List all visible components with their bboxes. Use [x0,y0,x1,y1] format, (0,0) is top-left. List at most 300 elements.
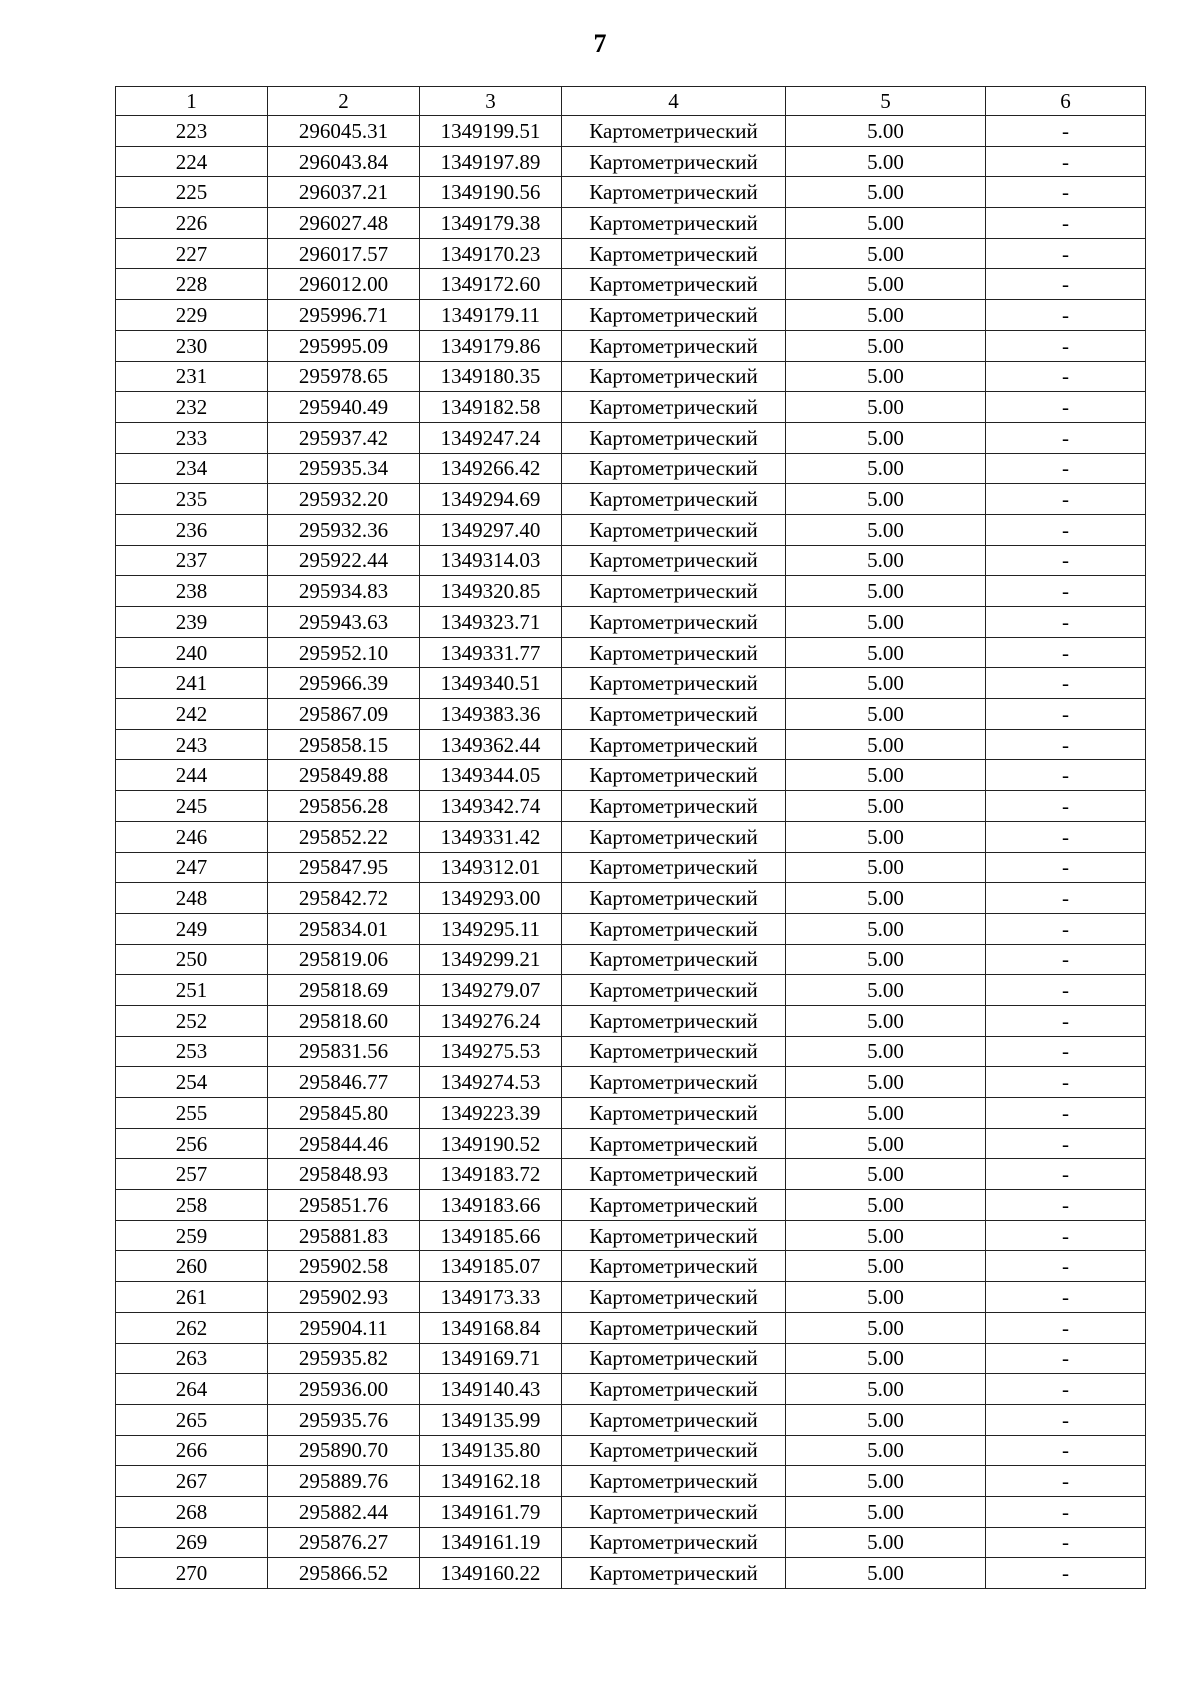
accuracy-cell: 5.00 [786,238,986,269]
y-coordinate-cell: 1349293.00 [420,883,562,914]
accuracy-cell: 5.00 [786,1190,986,1221]
point-number-cell: 231 [116,361,268,392]
point-number-cell: 230 [116,330,268,361]
x-coordinate-cell: 295866.52 [268,1558,420,1589]
note-cell: - [986,668,1146,699]
method-cell: Картометрический [562,1067,786,1098]
accuracy-cell: 5.00 [786,1159,986,1190]
y-coordinate-cell: 1349223.39 [420,1098,562,1129]
method-cell: Картометрический [562,177,786,208]
point-number-cell: 263 [116,1343,268,1374]
table-row [116,975,1146,1006]
accuracy-cell: 5.00 [786,1527,986,1558]
accuracy-cell: 5.00 [786,453,986,484]
y-coordinate-cell: 1349294.69 [420,484,562,515]
column-header: 3 [420,87,562,116]
x-coordinate-cell: 295940.49 [268,392,420,423]
table-row [116,852,1146,883]
method-cell: Картометрический [562,883,786,914]
note-cell: - [986,269,1146,300]
x-coordinate-cell: 295882.44 [268,1496,420,1527]
table-row [116,545,1146,576]
y-coordinate-cell: 1349323.71 [420,607,562,638]
point-number-cell: 258 [116,1190,268,1221]
table-row [116,1496,1146,1527]
y-coordinate-cell: 1349266.42 [420,453,562,484]
x-coordinate-cell: 295932.36 [268,514,420,545]
x-coordinate-cell: 295935.76 [268,1404,420,1435]
accuracy-cell: 5.00 [786,1220,986,1251]
table-row [116,821,1146,852]
accuracy-cell: 5.00 [786,913,986,944]
table-row [116,699,1146,730]
x-coordinate-cell: 295818.69 [268,975,420,1006]
method-cell: Картометрический [562,852,786,883]
x-coordinate-cell: 296037.21 [268,177,420,208]
point-number-cell: 252 [116,1005,268,1036]
x-coordinate-cell: 295867.09 [268,699,420,730]
coordinates-table [115,86,1146,1589]
method-cell: Картометрический [562,545,786,576]
accuracy-cell: 5.00 [786,1005,986,1036]
x-coordinate-cell: 296017.57 [268,238,420,269]
point-number-cell: 237 [116,545,268,576]
point-number-cell: 245 [116,791,268,822]
accuracy-cell: 5.00 [786,699,986,730]
table-row [116,1558,1146,1589]
point-number-cell: 266 [116,1435,268,1466]
point-number-cell: 226 [116,208,268,239]
y-coordinate-cell: 1349247.24 [420,422,562,453]
accuracy-cell: 5.00 [786,484,986,515]
method-cell: Картометрический [562,422,786,453]
point-number-cell: 261 [116,1282,268,1313]
y-coordinate-cell: 1349312.01 [420,852,562,883]
y-coordinate-cell: 1349185.07 [420,1251,562,1282]
y-coordinate-cell: 1349182.58 [420,392,562,423]
method-cell: Картометрический [562,699,786,730]
table-row [116,116,1146,147]
note-cell: - [986,883,1146,914]
note-cell: - [986,1435,1146,1466]
method-cell: Картометрический [562,208,786,239]
note-cell: - [986,637,1146,668]
x-coordinate-cell: 295819.06 [268,944,420,975]
method-cell: Картометрический [562,269,786,300]
point-number-cell: 225 [116,177,268,208]
table-row [116,1251,1146,1282]
y-coordinate-cell: 1349135.80 [420,1435,562,1466]
x-coordinate-cell: 295995.09 [268,330,420,361]
point-number-cell: 249 [116,913,268,944]
column-header: 4 [562,87,786,116]
y-coordinate-cell: 1349183.72 [420,1159,562,1190]
method-cell: Картометрический [562,1005,786,1036]
y-coordinate-cell: 1349342.74 [420,791,562,822]
table-row [116,1404,1146,1435]
note-cell: - [986,913,1146,944]
table-row [116,1435,1146,1466]
table-row [116,484,1146,515]
accuracy-cell: 5.00 [786,1558,986,1589]
table-row [116,1005,1146,1036]
method-cell: Картометрический [562,453,786,484]
y-coordinate-cell: 1349276.24 [420,1005,562,1036]
table-row [116,607,1146,638]
method-cell: Картометрический [562,116,786,147]
x-coordinate-cell: 295848.93 [268,1159,420,1190]
accuracy-cell: 5.00 [786,1282,986,1313]
method-cell: Картометрический [562,760,786,791]
note-cell: - [986,1343,1146,1374]
y-coordinate-cell: 1349185.66 [420,1220,562,1251]
point-number-cell: 232 [116,392,268,423]
method-cell: Картометрический [562,1098,786,1129]
y-coordinate-cell: 1349199.51 [420,116,562,147]
y-coordinate-cell: 1349162.18 [420,1466,562,1497]
column-header: 6 [986,87,1146,116]
x-coordinate-cell: 295935.34 [268,453,420,484]
table-row [116,729,1146,760]
point-number-cell: 254 [116,1067,268,1098]
point-number-cell: 253 [116,1036,268,1067]
method-cell: Картометрический [562,392,786,423]
accuracy-cell: 5.00 [786,361,986,392]
accuracy-cell: 5.00 [786,729,986,760]
point-number-cell: 234 [116,453,268,484]
accuracy-cell: 5.00 [786,177,986,208]
table-header [116,87,1146,116]
table-row [116,944,1146,975]
table-row [116,300,1146,331]
y-coordinate-cell: 1349160.22 [420,1558,562,1589]
y-coordinate-cell: 1349168.84 [420,1312,562,1343]
note-cell: - [986,422,1146,453]
accuracy-cell: 5.00 [786,300,986,331]
accuracy-cell: 5.00 [786,330,986,361]
x-coordinate-cell: 295842.72 [268,883,420,914]
y-coordinate-cell: 1349275.53 [420,1036,562,1067]
x-coordinate-cell: 295849.88 [268,760,420,791]
x-coordinate-cell: 295834.01 [268,913,420,944]
point-number-cell: 267 [116,1466,268,1497]
note-cell: - [986,944,1146,975]
table-row [116,1220,1146,1251]
point-number-cell: 228 [116,269,268,300]
method-cell: Картометрический [562,1220,786,1251]
y-coordinate-cell: 1349170.23 [420,238,562,269]
method-cell: Картометрический [562,607,786,638]
note-cell: - [986,300,1146,331]
method-cell: Картометрический [562,791,786,822]
note-cell: - [986,852,1146,883]
table-row [116,146,1146,177]
point-number-cell: 251 [116,975,268,1006]
accuracy-cell: 5.00 [786,1435,986,1466]
note-cell: - [986,146,1146,177]
y-coordinate-cell: 1349161.19 [420,1527,562,1558]
x-coordinate-cell: 295935.82 [268,1343,420,1374]
table-row [116,760,1146,791]
point-number-cell: 235 [116,484,268,515]
method-cell: Картометрический [562,1190,786,1221]
table-row [116,637,1146,668]
note-cell: - [986,729,1146,760]
note-cell: - [986,238,1146,269]
accuracy-cell: 5.00 [786,576,986,607]
method-cell: Картометрический [562,1343,786,1374]
y-coordinate-cell: 1349179.38 [420,208,562,239]
note-cell: - [986,1282,1146,1313]
accuracy-cell: 5.00 [786,269,986,300]
y-coordinate-cell: 1349320.85 [420,576,562,607]
table-row [116,913,1146,944]
point-number-cell: 240 [116,637,268,668]
method-cell: Картометрический [562,913,786,944]
y-coordinate-cell: 1349331.42 [420,821,562,852]
point-number-cell: 241 [116,668,268,699]
point-number-cell: 227 [116,238,268,269]
point-number-cell: 233 [116,422,268,453]
point-number-cell: 236 [116,514,268,545]
accuracy-cell: 5.00 [786,1098,986,1129]
y-coordinate-cell: 1349179.11 [420,300,562,331]
note-cell: - [986,177,1146,208]
note-cell: - [986,514,1146,545]
accuracy-cell: 5.00 [786,1374,986,1405]
note-cell: - [986,576,1146,607]
note-cell: - [986,1036,1146,1067]
note-cell: - [986,392,1146,423]
x-coordinate-cell: 295934.83 [268,576,420,607]
note-cell: - [986,607,1146,638]
table-row [116,1312,1146,1343]
y-coordinate-cell: 1349173.33 [420,1282,562,1313]
table-row [116,791,1146,822]
method-cell: Картометрический [562,1374,786,1405]
point-number-cell: 247 [116,852,268,883]
table-row [116,392,1146,423]
table-row [116,1159,1146,1190]
point-number-cell: 229 [116,300,268,331]
method-cell: Картометрический [562,1404,786,1435]
x-coordinate-cell: 295936.00 [268,1374,420,1405]
method-cell: Картометрический [562,330,786,361]
table-row [116,576,1146,607]
note-cell: - [986,1496,1146,1527]
note-cell: - [986,1190,1146,1221]
method-cell: Картометрический [562,1312,786,1343]
table-row [116,269,1146,300]
accuracy-cell: 5.00 [786,1036,986,1067]
point-number-cell: 269 [116,1527,268,1558]
accuracy-cell: 5.00 [786,637,986,668]
point-number-cell: 250 [116,944,268,975]
method-cell: Картометрический [562,238,786,269]
x-coordinate-cell: 296012.00 [268,269,420,300]
method-cell: Картометрический [562,637,786,668]
accuracy-cell: 5.00 [786,1067,986,1098]
note-cell: - [986,821,1146,852]
method-cell: Картометрический [562,944,786,975]
table-row [116,1098,1146,1129]
point-number-cell: 248 [116,883,268,914]
accuracy-cell: 5.00 [786,116,986,147]
table-row [116,208,1146,239]
note-cell: - [986,1558,1146,1589]
method-cell: Картометрический [562,975,786,1006]
note-cell: - [986,453,1146,484]
page-number: 7 [593,29,607,58]
table-row [116,422,1146,453]
x-coordinate-cell: 295902.93 [268,1282,420,1313]
table-row [116,1128,1146,1159]
point-number-cell: 264 [116,1374,268,1405]
table-row [116,1466,1146,1497]
x-coordinate-cell: 296045.31 [268,116,420,147]
table-row [116,1282,1146,1313]
accuracy-cell: 5.00 [786,944,986,975]
accuracy-cell: 5.00 [786,208,986,239]
accuracy-cell: 5.00 [786,760,986,791]
note-cell: - [986,760,1146,791]
x-coordinate-cell: 295847.95 [268,852,420,883]
table-row [116,1190,1146,1221]
method-cell: Картометрический [562,1558,786,1589]
table-body [116,116,1146,1589]
x-coordinate-cell: 295966.39 [268,668,420,699]
note-cell: - [986,484,1146,515]
y-coordinate-cell: 1349140.43 [420,1374,562,1405]
note-cell: - [986,699,1146,730]
point-number-cell: 259 [116,1220,268,1251]
accuracy-cell: 5.00 [786,607,986,638]
table-row [116,1067,1146,1098]
y-coordinate-cell: 1349297.40 [420,514,562,545]
point-number-cell: 256 [116,1128,268,1159]
x-coordinate-cell: 295844.46 [268,1128,420,1159]
method-cell: Картометрический [562,514,786,545]
column-header: 2 [268,87,420,116]
x-coordinate-cell: 295852.22 [268,821,420,852]
accuracy-cell: 5.00 [786,1496,986,1527]
note-cell: - [986,330,1146,361]
y-coordinate-cell: 1349172.60 [420,269,562,300]
accuracy-cell: 5.00 [786,821,986,852]
table-row [116,177,1146,208]
method-cell: Картометрический [562,668,786,699]
accuracy-cell: 5.00 [786,1251,986,1282]
note-cell: - [986,116,1146,147]
x-coordinate-cell: 295978.65 [268,361,420,392]
point-number-cell: 270 [116,1558,268,1589]
point-number-cell: 243 [116,729,268,760]
y-coordinate-cell: 1349331.77 [420,637,562,668]
x-coordinate-cell: 295851.76 [268,1190,420,1221]
y-coordinate-cell: 1349135.99 [420,1404,562,1435]
x-coordinate-cell: 295943.63 [268,607,420,638]
table-row [116,238,1146,269]
x-coordinate-cell: 295952.10 [268,637,420,668]
y-coordinate-cell: 1349274.53 [420,1067,562,1098]
x-coordinate-cell: 295890.70 [268,1435,420,1466]
accuracy-cell: 5.00 [786,1404,986,1435]
y-coordinate-cell: 1349383.36 [420,699,562,730]
table-row [116,361,1146,392]
method-cell: Картометрический [562,729,786,760]
accuracy-cell: 5.00 [786,545,986,576]
method-cell: Картометрический [562,576,786,607]
note-cell: - [986,1312,1146,1343]
note-cell: - [986,1466,1146,1497]
method-cell: Картометрический [562,1435,786,1466]
point-number-cell: 260 [116,1251,268,1282]
accuracy-cell: 5.00 [786,514,986,545]
point-number-cell: 255 [116,1098,268,1129]
point-number-cell: 223 [116,116,268,147]
note-cell: - [986,975,1146,1006]
x-coordinate-cell: 295881.83 [268,1220,420,1251]
note-cell: - [986,208,1146,239]
x-coordinate-cell: 296027.48 [268,208,420,239]
accuracy-cell: 5.00 [786,791,986,822]
point-number-cell: 238 [116,576,268,607]
column-header: 1 [116,87,268,116]
table-row [116,1036,1146,1067]
y-coordinate-cell: 1349197.89 [420,146,562,177]
x-coordinate-cell: 295902.58 [268,1251,420,1282]
method-cell: Картометрический [562,1496,786,1527]
y-coordinate-cell: 1349180.35 [420,361,562,392]
x-coordinate-cell: 295845.80 [268,1098,420,1129]
note-cell: - [986,361,1146,392]
y-coordinate-cell: 1349295.11 [420,913,562,944]
x-coordinate-cell: 295937.42 [268,422,420,453]
table-row [116,668,1146,699]
accuracy-cell: 5.00 [786,975,986,1006]
method-cell: Картометрический [562,1036,786,1067]
point-number-cell: 246 [116,821,268,852]
accuracy-cell: 5.00 [786,883,986,914]
y-coordinate-cell: 1349179.86 [420,330,562,361]
accuracy-cell: 5.00 [786,852,986,883]
point-number-cell: 242 [116,699,268,730]
column-header: 5 [786,87,986,116]
x-coordinate-cell: 295831.56 [268,1036,420,1067]
note-cell: - [986,1527,1146,1558]
y-coordinate-cell: 1349279.07 [420,975,562,1006]
y-coordinate-cell: 1349161.79 [420,1496,562,1527]
accuracy-cell: 5.00 [786,1343,986,1374]
y-coordinate-cell: 1349314.03 [420,545,562,576]
note-cell: - [986,1005,1146,1036]
point-number-cell: 268 [116,1496,268,1527]
method-cell: Картометрический [562,484,786,515]
table-row [116,1343,1146,1374]
point-number-cell: 224 [116,146,268,177]
accuracy-cell: 5.00 [786,392,986,423]
y-coordinate-cell: 1349190.56 [420,177,562,208]
method-cell: Картометрический [562,1282,786,1313]
x-coordinate-cell: 295846.77 [268,1067,420,1098]
y-coordinate-cell: 1349183.66 [420,1190,562,1221]
x-coordinate-cell: 295932.20 [268,484,420,515]
table-row [116,330,1146,361]
x-coordinate-cell: 295922.44 [268,545,420,576]
note-cell: - [986,791,1146,822]
table-row [116,514,1146,545]
y-coordinate-cell: 1349344.05 [420,760,562,791]
